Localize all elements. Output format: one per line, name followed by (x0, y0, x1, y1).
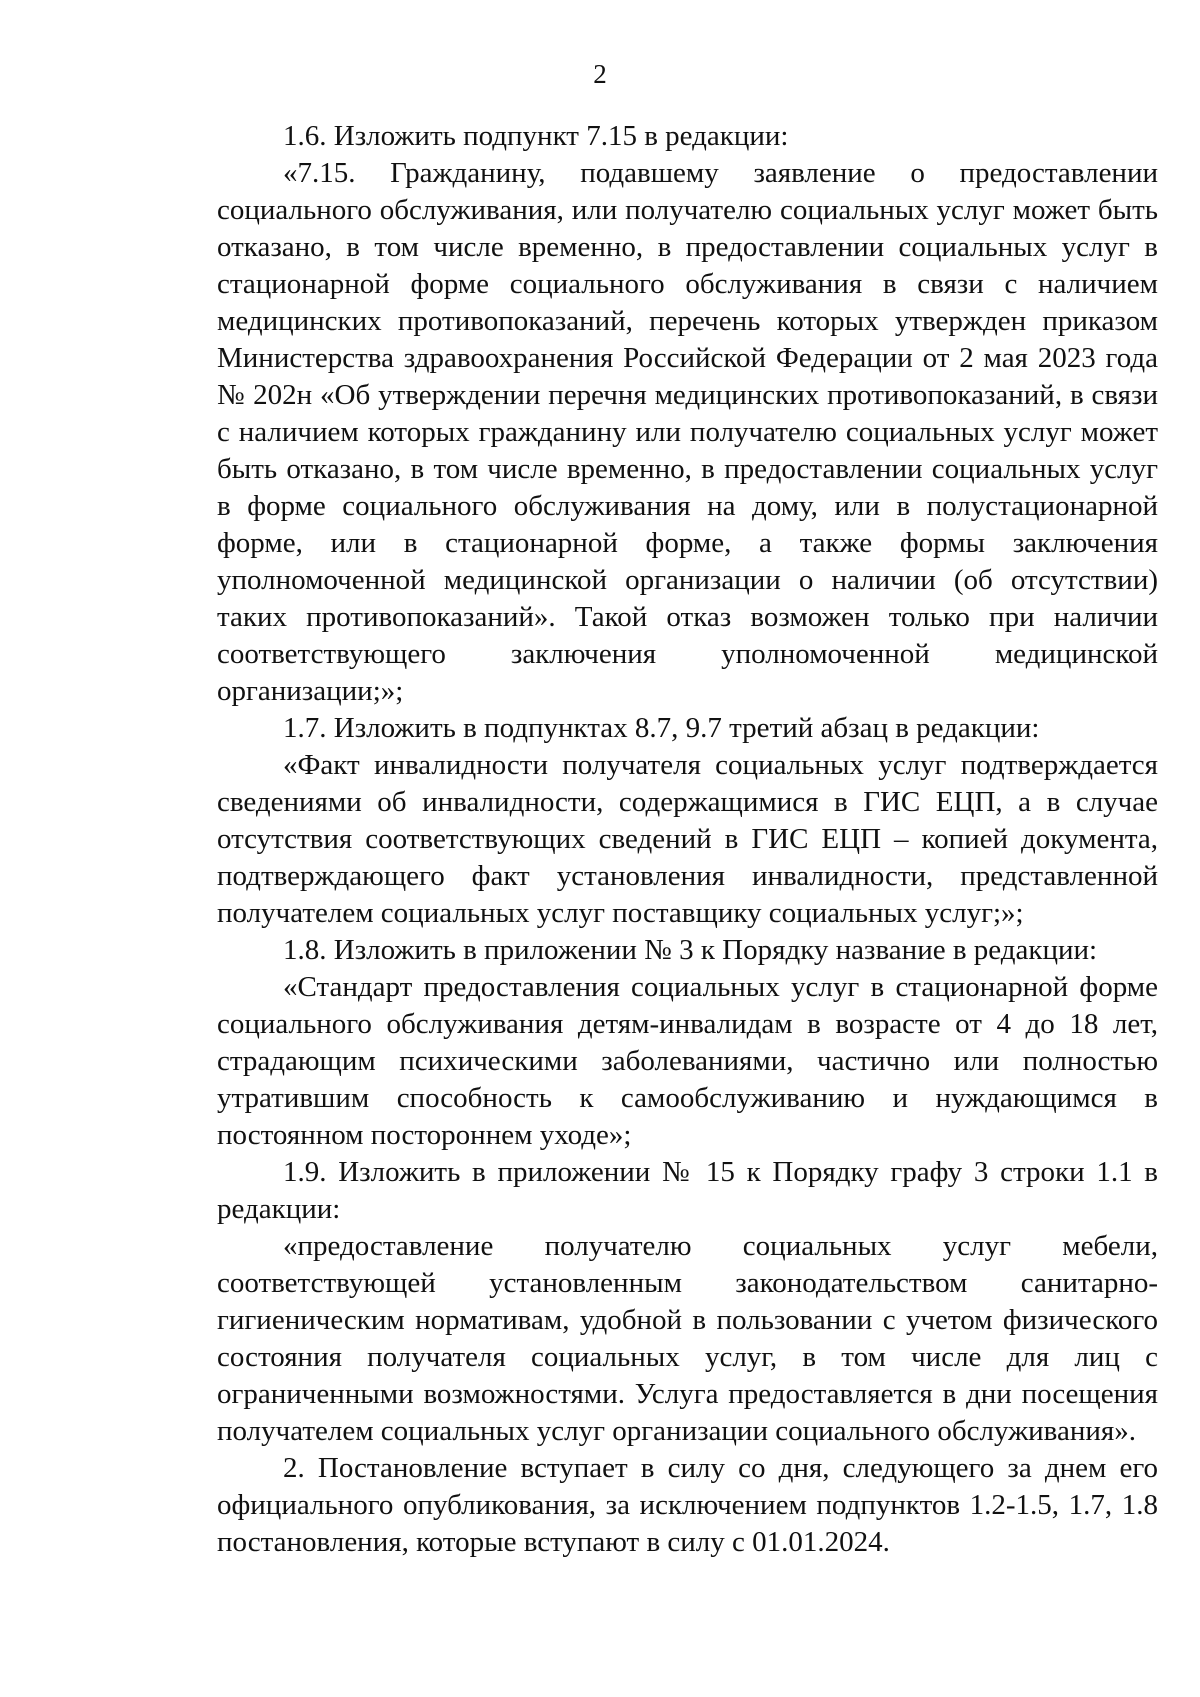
page-number: 2 (593, 59, 607, 89)
paragraph-disability-fact-text: «Факт инвалидности получателя социальных услуг подтверждается сведениями об инвалидности, содержащимися в ГИС ЕЦП, а в случае отсутствия соответствующих сведений в ГИС ЕЦП – копией документа, подтверждающего факт установления инвалидности, представленной получателем социальных услуг поставщику социальных услуг;»; (217, 749, 1158, 929)
paragraph-1-6-heading: 1.6. Изложить подпункт 7.15 в редакции: (283, 120, 789, 152)
paragraph-1-7-heading: 1.7. Изложить в подпунктах 8.7, 9.7 третий абзац в редакции: (283, 712, 1040, 744)
paragraph-7-15-text: «7.15. Гражданину, подавшему заявление о предоставлении социального обслуживания, или получателю социальных услуг может быть отказано, в том числе временно, в предоставлении социальных услуг в стационарной форме социального обслуживания в связи с наличием медицинских противопоказаний, перечень которых утвержден приказом Министерства здравоохранения Российской Федерации от 2 мая 2023 года № 202н «Об утверждении перечня медицинских противопоказаний, в связи с наличием которых гражданину или получателю социальных услуг может быть отказано, в том числе временно, в предоставлении социальных услуг в форме социального обслуживания на дому, или в полустационарной форме, или в стационарной форме, а также формы заключения уполномоченной медицинской организации о наличии (об отсутствии) таких противопоказаний». Такой отказ возможен только при наличии соответствующего заключения уполномоченной медицинской организации;»; (217, 157, 1158, 707)
paragraph-standard-title-text: «Стандарт предоставления социальных услуг в стационарной форме социального обслуживания детям-инвалидам в возрасте от 4 до 18 лет, страдающим психическими заболеваниями, частично или полностью утратившим способность к самообслуживанию и нуждающимся в постоянном постороннем уходе»; (217, 971, 1158, 1151)
document-body (217, 118, 1158, 1561)
paragraph-1-9-heading: 1.9. Изложить в приложении № 15 к Порядку графу 3 строки 1.1 в редакции: (217, 1156, 1158, 1225)
paragraph-1-8-heading: 1.8. Изложить в приложении № 3 к Порядку название в редакции: (283, 934, 1098, 966)
paragraph-2-effective-date: 2. Постановление вступает в силу со дня, следующего за днем его официального опубликования, за исключением подпунктов 1.2-1.5, 1.7, 1.8 постановления, которые вступают в силу с 01.01.2024. (217, 1452, 1158, 1558)
paragraph-furniture-service-text: «предоставление получателю социальных услуг мебели, соответствующей установленным законодательством санитарно-гигиеническим нормативам, удобной в пользовании с учетом физического состояния получателя социальных услуг, в том числе для лиц с ограниченными возможностями. Услуга предоставляется в дни посещения получателем социальных услуг организации социального обслуживания». (217, 1230, 1158, 1447)
